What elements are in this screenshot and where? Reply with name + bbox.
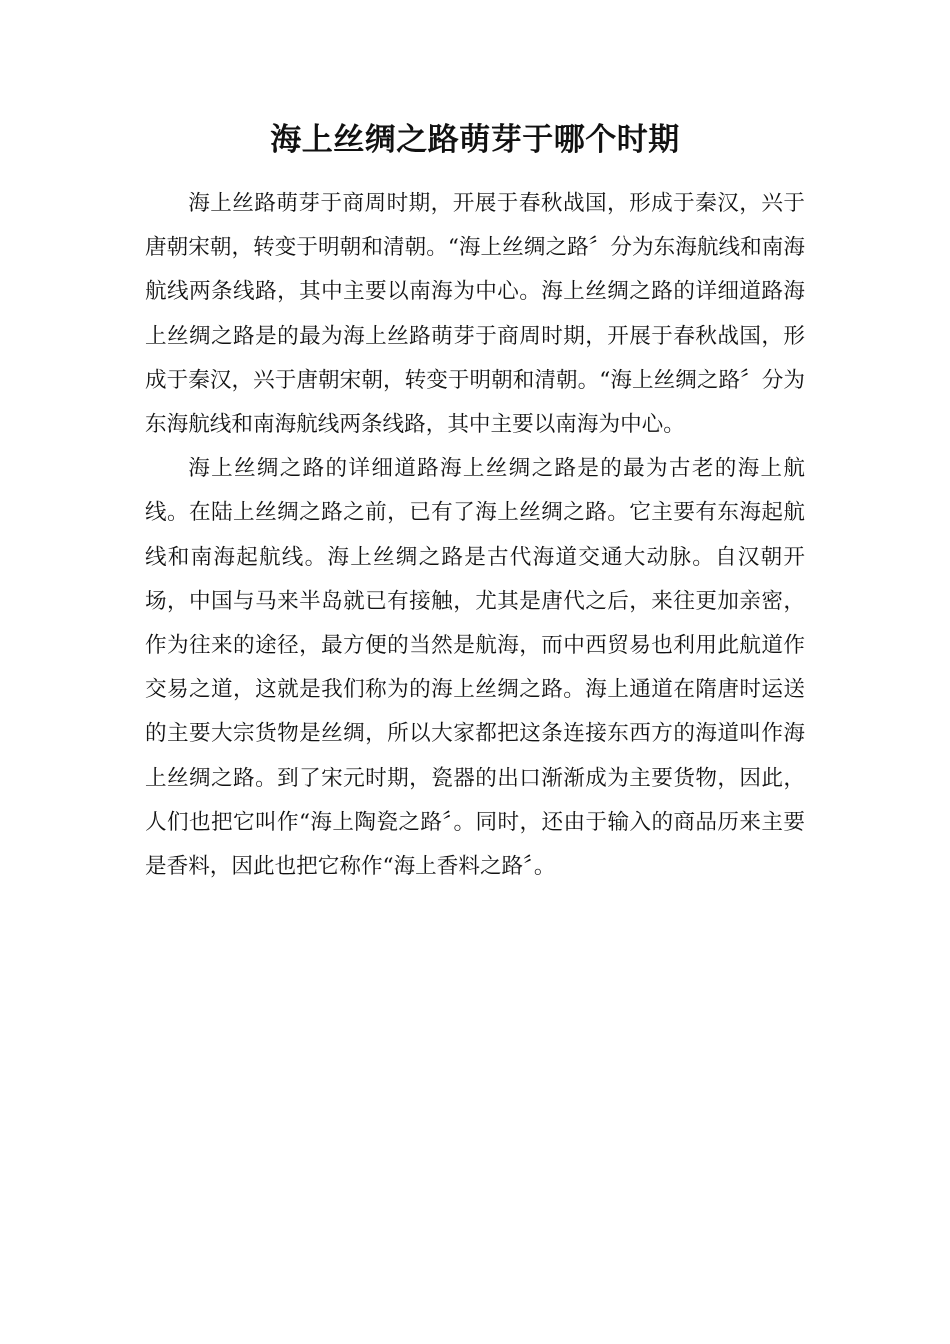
- document-title: 海上丝绸之路萌芽于哪个时期: [270, 122, 680, 158]
- paragraph-2: 海上丝绸之路的详细道路海上丝绸之路是的最为古老的海上航线。在陆上丝绸之路之前，已有了海上丝绸之路。它主要有东海起航线和南海起航线。海上丝绸之路是古代海道交通大动脉。自汉朝开场，中国与马来半岛就已有接触，尤其是唐代之后，来往更加亲密，作为往来的途径，最方便的当然是航海，而中西贸易也利用此航道作交易之道，这就是我们称为的海上丝绸之路。海上通道在隋唐时运送的主要大宗货物是丝绸，所以大家都把这条连接东西方的海道叫作海上丝绸之路。到了宋元时期，瓷器的出口渐渐成为主要货物，因此，人们也把它叫作“海上陶瓷之路〞。同时，还由于输入的商品历来主要是香料，因此也把它称作“海上香料之路〞。: [145, 456, 805, 880]
- document-body: [145, 182, 805, 889]
- paragraph-1: 海上丝路萌芽于商周时期，开展于春秋战国，形成于秦汉，兴于唐朝宋朝，转变于明朝和清朝。“海上丝绸之路〞分为东海航线和南海航线两条线路，其中主要以南海为中心。海上丝绸之路的详细道路海上丝绸之路是的最为海上丝路萌芽于商周时期，开展于春秋战国，形成于秦汉，兴于唐朝宋朝，转变于明朝和清朝。“海上丝绸之路〞分为东海航线和南海航线两条线路，其中主要以南海为中心。: [145, 191, 805, 438]
